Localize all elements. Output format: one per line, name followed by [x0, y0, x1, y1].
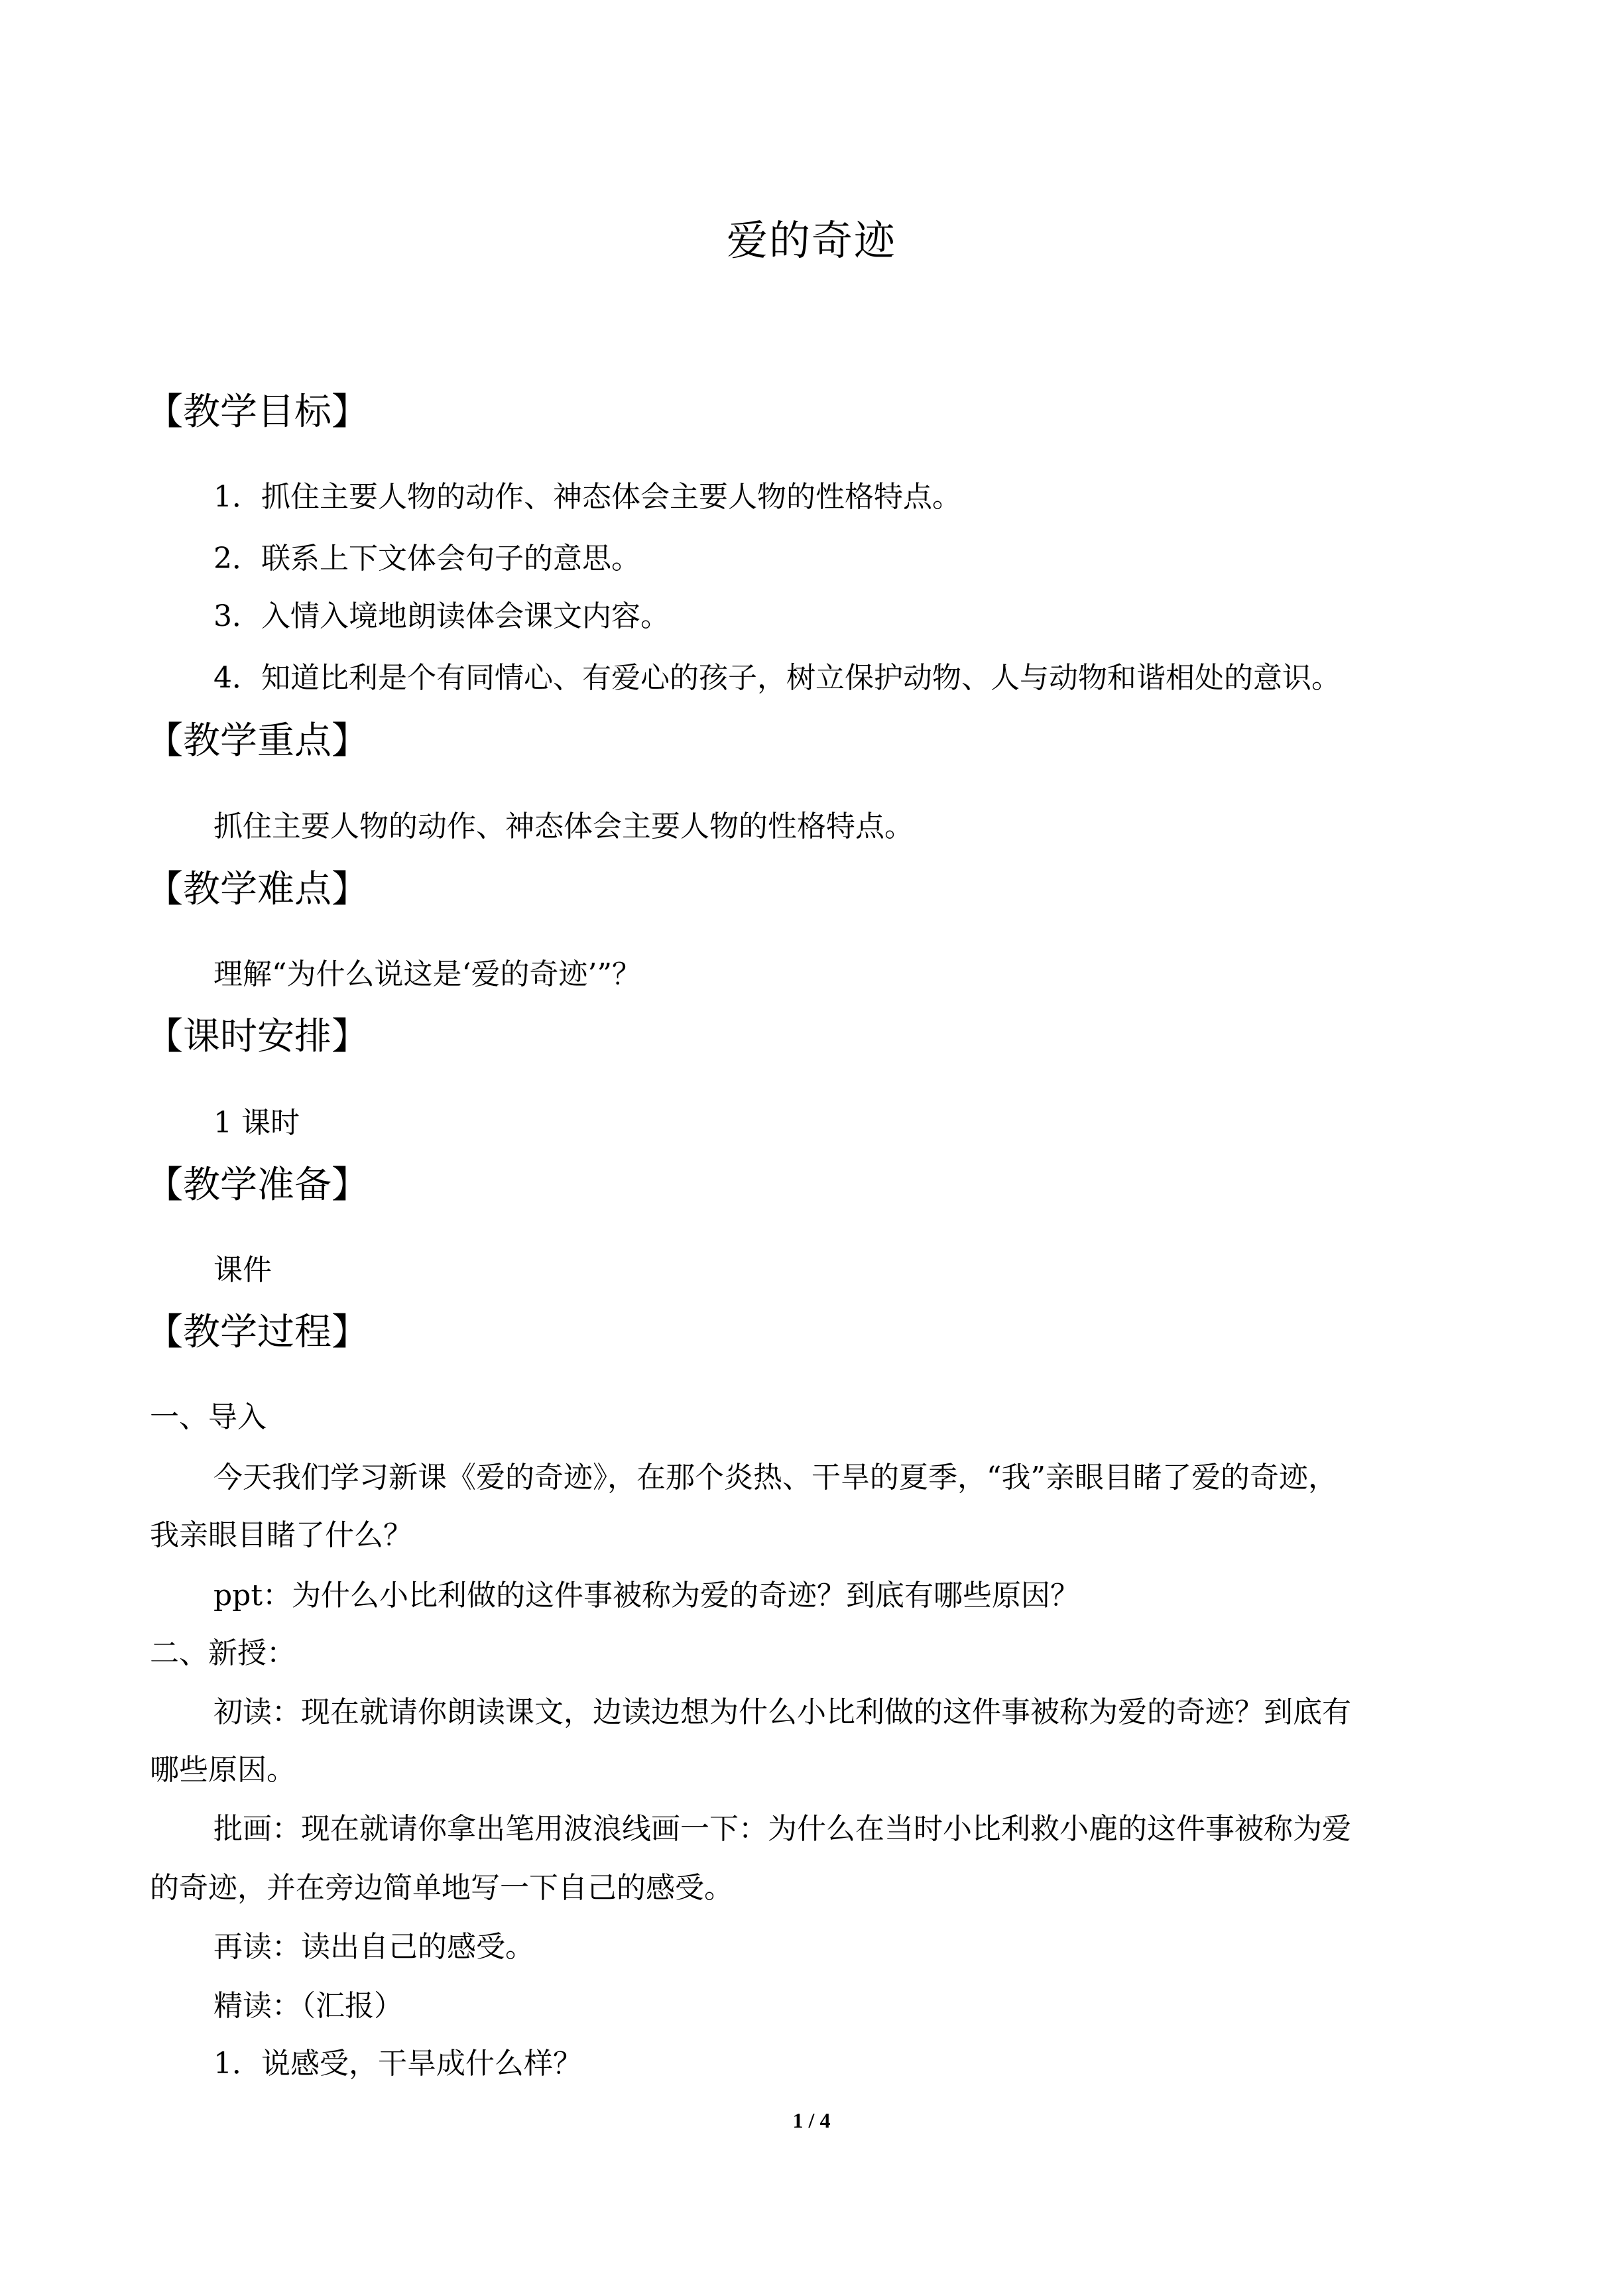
page-number: 1 / 4 — [792, 2108, 831, 2132]
annotate-line: 的奇迹，并在旁边简单地写一下自己的感受。 — [150, 1871, 733, 1905]
preparation-heading: 【教学准备】 — [146, 1164, 369, 1207]
intro-paragraph-line: 我亲眼目睹了什么？ — [150, 1518, 412, 1552]
difficulties-text: 理解“为什么说这是‘爱的奇迹’”？ — [213, 957, 641, 991]
question-item: 1．说感受，干旱成什么样？ — [213, 2047, 582, 2081]
key-points-text: 抓住主要人物的动作、神态体会主要人物的性格特点。 — [213, 810, 914, 843]
process-part1-heading: 一、导入 — [150, 1400, 267, 1434]
difficulties-heading: 【教学难点】 — [146, 868, 369, 911]
ppt-question: ppt：为什么小比利做的这件事被称为爱的奇迹？到底有哪些原因？ — [213, 1579, 1080, 1612]
first-read-line: 初读：现在就请你朗读课文，边读边想为什么小比利做的这件事被称为爱的奇迹？到底有 — [213, 1695, 1351, 1729]
schedule-text: 1 课时 — [213, 1106, 300, 1140]
preparation-text: 课件 — [213, 1253, 272, 1287]
objective-item: 4．知道比利是个有同情心、有爱心的孩子，树立保护动物、人与动物和谐相处的意识。 — [213, 661, 1341, 695]
reread-line: 再读：读出自己的感受。 — [213, 1930, 534, 1964]
objective-item: 2．联系上下文体会句子的意思。 — [213, 542, 640, 575]
intro-paragraph-line: 今天我们学习新课《爱的奇迹》，在那个炎热、干旱的夏季，“我”亲眼目睹了爱的奇迹， — [213, 1461, 1337, 1494]
key-points-heading: 【教学重点】 — [146, 719, 369, 762]
objectives-heading: 【教学目标】 — [146, 391, 369, 434]
process-heading: 【教学过程】 — [146, 1311, 369, 1354]
process-part2-heading: 二、新授： — [150, 1636, 296, 1670]
first-read-line: 哪些原因。 — [150, 1753, 296, 1787]
schedule-heading: 【课时安排】 — [146, 1015, 369, 1058]
annotate-line: 批画：现在就请你拿出笔用波浪线画一下：为什么在当时小比利救小鹿的这件事被称为爱 — [213, 1812, 1351, 1846]
objective-item: 3．入情入境地朗读体会课文内容。 — [213, 599, 670, 633]
close-read-line: 精读：（汇报） — [213, 1989, 403, 2023]
page-title: 爱的奇迹 — [726, 216, 896, 265]
objective-item: 1．抓住主要人物的动作、神态体会主要人物的性格特点。 — [213, 480, 961, 514]
